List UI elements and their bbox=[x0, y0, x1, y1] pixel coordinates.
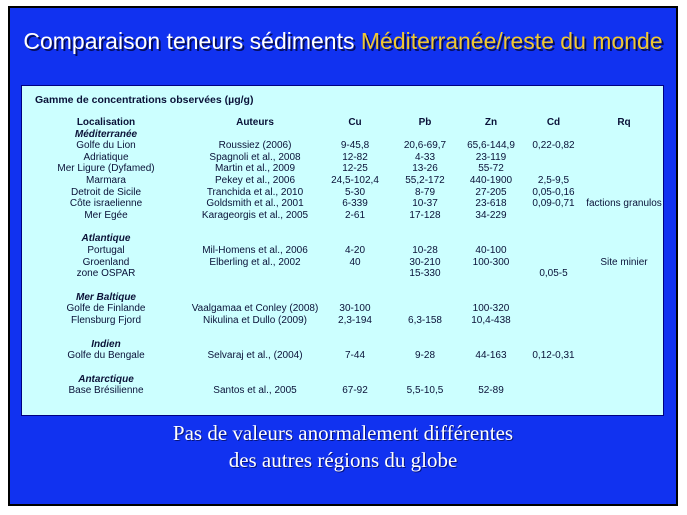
table-cell-rq bbox=[585, 268, 663, 280]
table-cell-cu: 12-82 bbox=[342, 151, 368, 163]
table-cell-zn: 10,4-438 bbox=[471, 314, 511, 326]
table-cell-rq bbox=[585, 315, 663, 327]
concentration-table bbox=[21, 85, 664, 416]
table-cell-auteurs: Goldsmith et al., 2001 bbox=[206, 198, 304, 210]
table-cell-zn: 52-89 bbox=[478, 385, 504, 397]
table-row bbox=[22, 315, 663, 327]
table-cell-rq bbox=[585, 187, 663, 199]
table-cell-localisation: Flensburg Fjord bbox=[70, 314, 142, 326]
table-cell-pb: 9-28 bbox=[414, 350, 435, 362]
table-cell-zn: 55-72 bbox=[478, 163, 504, 175]
table-row bbox=[22, 140, 663, 152]
table-cell-auteurs: Selvaraj et al., (2004) bbox=[207, 350, 303, 362]
table-cell-cu: 2,3-194 bbox=[338, 314, 372, 326]
table-cell-pb: 15-330 bbox=[409, 268, 441, 280]
table-cell-zn: 100-300 bbox=[472, 256, 510, 268]
table-cell-rq bbox=[585, 385, 663, 397]
table-cell-auteurs: Roussiez (2006) bbox=[218, 140, 292, 152]
table-cell-localisation: Adriatique bbox=[83, 151, 129, 163]
section-label: Méditerranée bbox=[74, 128, 138, 140]
table-cell-zn: 440-1900 bbox=[469, 174, 513, 186]
column-header: Auteurs bbox=[236, 117, 274, 128]
table-cell-cu: 7-44 bbox=[344, 350, 365, 362]
table-cell-cd bbox=[522, 385, 585, 397]
table-cell-cu: 5-30 bbox=[344, 186, 365, 198]
table-cell-cu: 9-45,8 bbox=[340, 140, 370, 152]
table-cell-zn: 44-163 bbox=[475, 350, 507, 362]
table-cell-zn: 65,6-144,9 bbox=[467, 140, 515, 152]
table-cell-rq bbox=[585, 140, 663, 152]
table-cell-zn bbox=[460, 268, 522, 280]
table-row bbox=[22, 350, 663, 362]
column-header: Pb bbox=[418, 117, 432, 128]
table-cell-zn: 100-320 bbox=[472, 303, 510, 315]
table-cell-cu: 4-20 bbox=[344, 244, 365, 256]
table-cell-cu bbox=[320, 268, 390, 280]
table-row bbox=[22, 175, 663, 187]
table-cell-cu: 67-92 bbox=[342, 385, 368, 397]
table-cell-cu: 2-61 bbox=[344, 209, 365, 221]
table-cell-zn: 34-229 bbox=[475, 209, 507, 221]
table-body bbox=[22, 129, 663, 397]
table-cell-cd: 0,12-0,31 bbox=[532, 350, 575, 362]
title-accent: Méditerranée/reste du monde bbox=[360, 28, 663, 54]
table-cell-rq bbox=[585, 210, 663, 222]
column-header: Rq bbox=[617, 117, 631, 128]
table-row bbox=[22, 152, 663, 164]
table-cell-rq: Site minier bbox=[600, 256, 648, 268]
table-cell-cd: 0,22-0,82 bbox=[532, 140, 575, 152]
column-header: Localisation bbox=[76, 117, 136, 128]
table-cell-auteurs: Martin et al., 2009 bbox=[214, 163, 296, 175]
table-row bbox=[22, 268, 663, 280]
table-cell-rq bbox=[585, 163, 663, 175]
table-cell-rq bbox=[585, 245, 663, 257]
table-row bbox=[22, 257, 663, 269]
column-header: Cd bbox=[546, 117, 561, 128]
table-row bbox=[22, 245, 663, 257]
table-row bbox=[22, 198, 663, 210]
table-cell-localisation: Base Brésilienne bbox=[68, 385, 144, 397]
table-caption: Gamme de concentrations observées (µg/g) bbox=[35, 94, 254, 106]
table-cell-localisation: Mer Ligure (Dyfamed) bbox=[57, 163, 155, 175]
table-cell-cd bbox=[522, 163, 585, 175]
table-cell-pb: 5,5-10,5 bbox=[406, 385, 444, 397]
table-cell-rq: factions granulos bbox=[586, 198, 662, 210]
table-cell-pb: 17-128 bbox=[409, 209, 441, 221]
table-cell-localisation: Côte israelienne bbox=[69, 198, 143, 210]
table-cell-localisation: Golfe du Bengale bbox=[67, 350, 145, 362]
slide-title bbox=[10, 28, 676, 55]
table-cell-auteurs: Nikulina et Dullo (2009) bbox=[203, 314, 307, 326]
conclusion-line2: des autres régions du globe bbox=[228, 448, 458, 472]
table-row bbox=[22, 385, 663, 397]
table-cell-zn: 27-205 bbox=[475, 186, 507, 198]
table-header-row bbox=[22, 117, 663, 129]
table-cell-cd bbox=[522, 152, 585, 164]
table-cell-localisation: Golfe du Lion bbox=[76, 140, 136, 152]
table-cell-auteurs: Tranchida et al., 2010 bbox=[206, 186, 304, 198]
table-cell-zn: 40-100 bbox=[475, 244, 507, 256]
section-label: Antarctique bbox=[78, 373, 134, 385]
table-cell-pb bbox=[390, 303, 460, 315]
table-cell-cd bbox=[522, 210, 585, 222]
section-label: Mer Baltique bbox=[75, 291, 136, 303]
section-label: Atlantique bbox=[81, 233, 131, 245]
table-cell-cd: 0,09-0,71 bbox=[532, 198, 575, 210]
table-cell-rq bbox=[585, 152, 663, 164]
table-row bbox=[22, 187, 663, 199]
table-cell-cd bbox=[522, 303, 585, 315]
section-row bbox=[22, 374, 663, 386]
table-cell-pb: 8-79 bbox=[414, 186, 435, 198]
table-cell-auteurs: Spagnoli et al., 2008 bbox=[209, 151, 301, 163]
table-cell-auteurs: Santos et al., 2005 bbox=[213, 385, 297, 397]
column-header: Zn bbox=[484, 117, 498, 128]
table-cell-pb: 30-210 bbox=[409, 256, 441, 268]
table-cell-cu: 6-339 bbox=[342, 198, 368, 210]
table-cell-auteurs bbox=[190, 268, 320, 280]
table-cell-zn: 23-618 bbox=[475, 198, 507, 210]
table-cell-cd: 2,5-9,5 bbox=[537, 174, 570, 186]
table-cell-localisation: Golfe de Finlande bbox=[66, 303, 146, 315]
table-cell-pb: 20,6-69,7 bbox=[403, 140, 447, 152]
table-cell-pb: 55,2-172 bbox=[405, 174, 445, 186]
table-cell-cd bbox=[522, 315, 585, 327]
table-cell-localisation: Mer Egée bbox=[84, 209, 128, 221]
title-main: Comparaison teneurs sédiments bbox=[23, 28, 361, 54]
table-cell-cd bbox=[522, 257, 585, 269]
table-row bbox=[22, 303, 663, 315]
table-row bbox=[22, 163, 663, 175]
table-cell-rq bbox=[585, 175, 663, 187]
table-cell-cd: 0,05-5 bbox=[539, 268, 568, 280]
table-cell-zn: 23-119 bbox=[475, 151, 507, 163]
table-cell-cu: 12-25 bbox=[342, 163, 368, 175]
table-cell-pb: 6,3-158 bbox=[408, 314, 442, 326]
table-cell-auteurs: Elberling et al., 2002 bbox=[209, 256, 301, 268]
table-cell-localisation: Portugal bbox=[87, 244, 125, 256]
table-cell-cd bbox=[522, 245, 585, 257]
conclusion-line1: Pas de valeurs anormalement différentes bbox=[172, 421, 514, 445]
slide bbox=[8, 6, 678, 506]
table-cell-cu: 40 bbox=[349, 256, 361, 268]
table-cell-auteurs: Mil-Homens et al., 2006 bbox=[202, 244, 308, 256]
conclusion-text bbox=[10, 420, 676, 474]
section-row bbox=[22, 233, 663, 245]
table-cell-auteurs: Vaalgamaa et Conley (2008) bbox=[191, 303, 319, 315]
table-cell-localisation: zone OSPAR bbox=[76, 268, 136, 280]
table-row bbox=[22, 210, 663, 222]
table-cell-localisation: Marmara bbox=[85, 174, 126, 186]
section-row bbox=[22, 292, 663, 304]
table-cell-cd: 0,05-0,16 bbox=[532, 186, 575, 198]
section-row bbox=[22, 129, 663, 141]
table-cell-auteurs: Karageorgis et al., 2005 bbox=[201, 209, 309, 221]
table-cell-rq bbox=[585, 350, 663, 362]
table-cell-auteurs: Pekey et al., 2006 bbox=[214, 174, 296, 186]
table-cell-pb: 13-26 bbox=[412, 163, 438, 175]
column-header: Cu bbox=[348, 117, 362, 128]
table-cell-pb: 10-28 bbox=[412, 244, 438, 256]
table-cell-cu: 24,5-102,4 bbox=[331, 174, 379, 186]
table-cell-localisation: Detroit de Sicile bbox=[70, 186, 142, 198]
table-cell-rq bbox=[585, 303, 663, 315]
section-label: Indien bbox=[91, 338, 121, 350]
table-cell-pb: 4-33 bbox=[414, 151, 435, 163]
table-cell-pb: 10-37 bbox=[412, 198, 438, 210]
table-cell-localisation: Groenland bbox=[82, 256, 130, 268]
table-cell-cu: 30-100 bbox=[339, 303, 371, 315]
section-row bbox=[22, 339, 663, 351]
